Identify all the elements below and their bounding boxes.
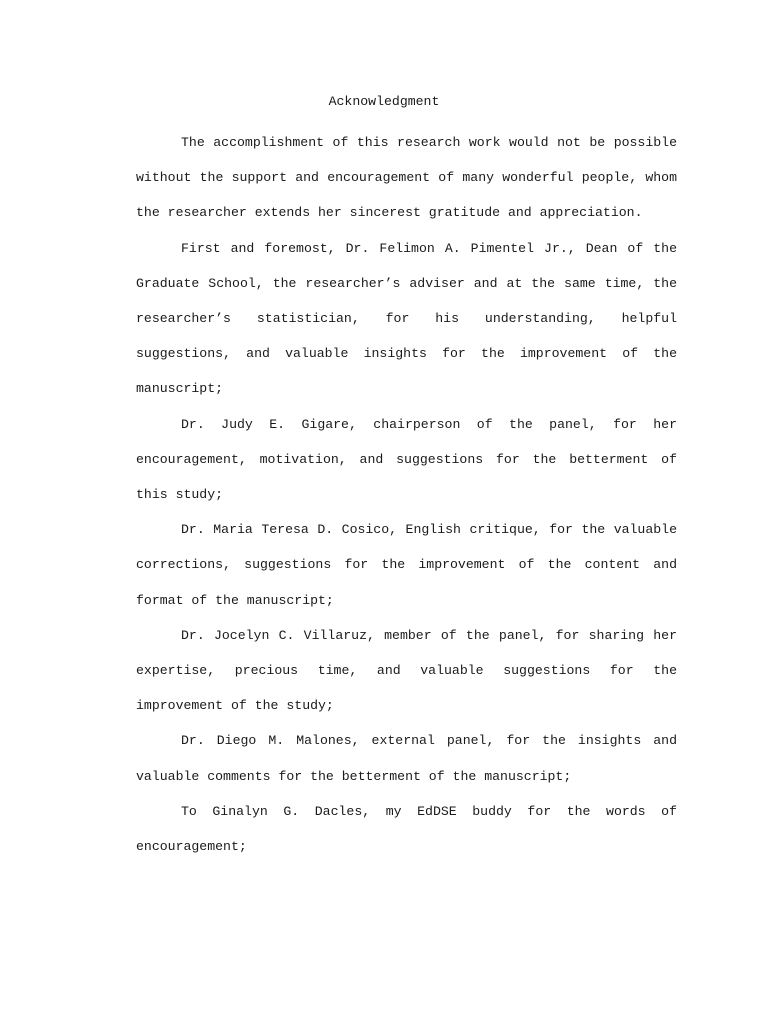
paragraph-dacles: To Ginalyn G. Dacles, my EdDSE buddy for the words of encouragement; bbox=[136, 803, 677, 855]
paragraph-cosico: Dr. Maria Teresa D. Cosico, English critique, for the valuable corrections, suggestions for the improvement of the content and format of the manuscript; bbox=[136, 522, 677, 608]
paragraph-pimentel: First and foremost, Dr. Felimon A. Pimentel Jr., Dean of the Graduate School, the researcher’s adviser and at the same time, the researcher’s statistician, for his understanding, helpful suggestions, and valuable insights for the improvement of the manuscript; bbox=[136, 240, 677, 397]
paragraph-villaruz: Dr. Jocelyn C. Villaruz, member of the panel, for sharing her expertise, precious time, and valuable suggestions for the improvement of the study; bbox=[136, 627, 677, 714]
paragraph-malones: Dr. Diego M. Malones, external panel, for the insights and valuable comments for the betterment of the manuscript; bbox=[136, 733, 677, 784]
paragraph-introduction: The accomplishment of this research work would not be possible without the support and encouragement of many wonderful people, whom the researcher extends her sincerest gratitude and appreciation. bbox=[136, 135, 677, 221]
document-body bbox=[136, 125, 677, 864]
page-title: Acknowledgment bbox=[328, 94, 440, 109]
paragraph-gigare: Dr. Judy E. Gigare, chairperson of the panel, for her encouragement, motivation, and suggestions for the betterment of this study; bbox=[136, 416, 677, 503]
